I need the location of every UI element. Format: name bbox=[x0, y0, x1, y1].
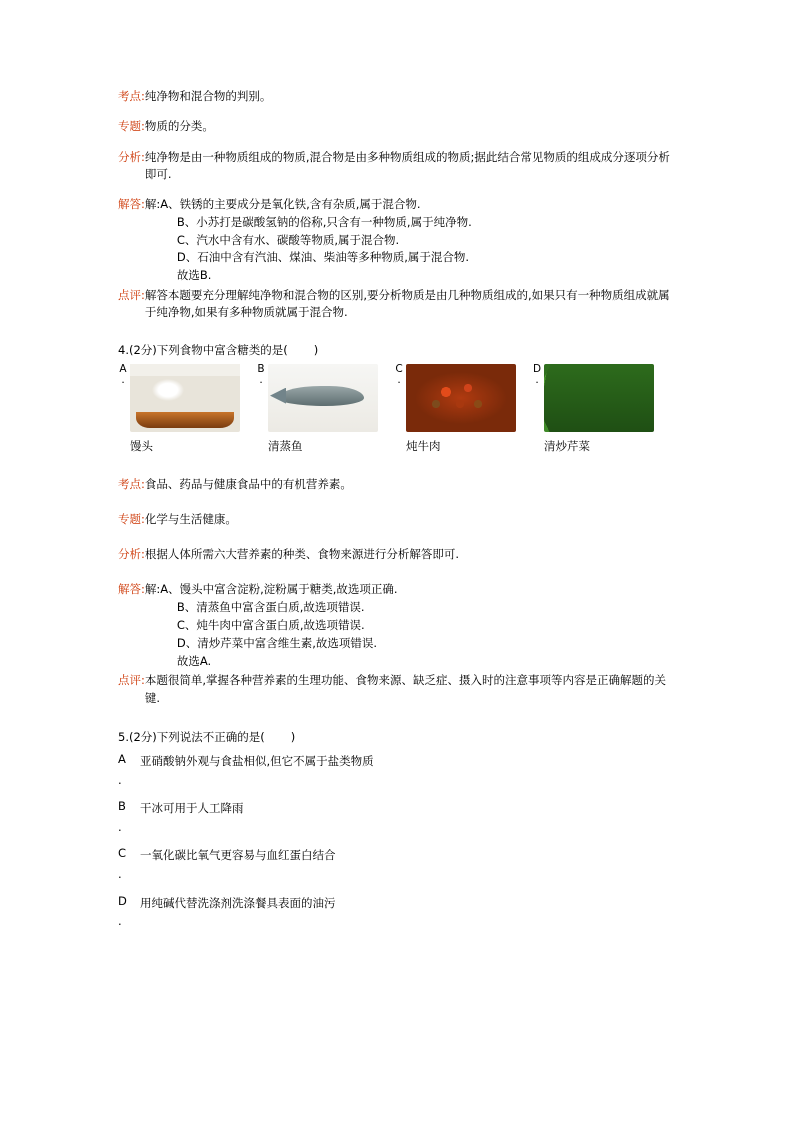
jieda-line: 解:A、铁锈的主要成分是氧化铁,含有杂质,属于混合物. bbox=[144, 197, 421, 211]
jieda-line: C、炖牛肉中富含蛋白质,故选项错误. bbox=[176, 617, 365, 632]
jieda-label: 解答: bbox=[118, 197, 145, 211]
option-text: 用纯碱代替洗涤剂洗涤餐具表面的油污 bbox=[140, 895, 336, 910]
q3-fenxi-row bbox=[118, 149, 674, 184]
option-text: 一氧化碳比氧气更容易与血红蛋白结合 bbox=[140, 848, 336, 863]
q4-number: 4. bbox=[118, 342, 129, 357]
jieda-line: 故选B. bbox=[176, 268, 212, 283]
q5-option-d[interactable] bbox=[118, 895, 674, 928]
choice-letter: A . bbox=[119, 362, 127, 386]
q3-jieda-row bbox=[118, 196, 674, 285]
q4-dianping-row bbox=[118, 672, 674, 707]
q3-kaodian-row bbox=[118, 88, 674, 105]
fenxi-text: 纯净物是由一种物质组成的物质,混合物是由多种物质组成的物质;据此结合常见物质的组成成分逐项分析即可. bbox=[144, 149, 670, 181]
jieda-line: C、汽水中含有水、碳酸等物质,属于混合物. bbox=[176, 232, 400, 247]
option-letter: C . bbox=[118, 846, 127, 882]
steamed-fish-photo bbox=[268, 364, 378, 432]
jieda-line: 故选A. bbox=[176, 653, 212, 668]
kaodian-text: 食品、药品与健康食品中的有机营养素。 bbox=[144, 476, 352, 491]
q4-stem-text: 下列食物中富含糖类的是( bbox=[156, 342, 288, 357]
q5-option-a[interactable] bbox=[118, 753, 674, 786]
choice-letter: B . bbox=[257, 362, 265, 386]
q4-stem bbox=[118, 342, 674, 358]
zhuanti-text: 化学与生活健康。 bbox=[144, 511, 237, 526]
option-letter: A . bbox=[118, 751, 126, 787]
option-text: 干冰可用于人工降雨 bbox=[140, 801, 244, 816]
steamed-bun-photo bbox=[130, 364, 240, 432]
choice-letter: D . bbox=[532, 362, 542, 386]
q4-fenxi-row bbox=[118, 546, 674, 563]
kaodian-label: 考点: bbox=[118, 89, 145, 103]
zhuanti-label: 专题: bbox=[118, 119, 145, 134]
jieda-line: B、小苏打是碳酸氢钠的俗称,只含有一种物质,属于纯净物. bbox=[176, 214, 472, 229]
stir-fried-celery-photo bbox=[544, 364, 654, 432]
q5-stem-text: 下列说法不正确的是( bbox=[156, 729, 265, 744]
zhuanti-label: 专题: bbox=[118, 511, 145, 526]
q5-stem-close: ) bbox=[290, 729, 296, 744]
choice-letter: C . bbox=[395, 362, 403, 386]
q4-choices bbox=[118, 364, 674, 454]
q4-choice-a[interactable] bbox=[118, 364, 254, 454]
q3-zhuanti-row bbox=[118, 118, 674, 135]
q4-zhuanti-row bbox=[118, 511, 674, 528]
choice-caption: 馒头 bbox=[130, 438, 153, 453]
q4-score: (2分) bbox=[128, 342, 157, 357]
jieda-line: D、石油中含有汽油、煤油、柴油等多种物质,属于混合物. bbox=[176, 250, 470, 265]
fenxi-label: 分析: bbox=[118, 149, 145, 164]
zhuanti-text: 物质的分类。 bbox=[144, 119, 214, 134]
q5-option-b[interactable] bbox=[118, 800, 674, 833]
q5-option-c[interactable] bbox=[118, 847, 674, 880]
jieda-line: 解:A、馒头中富含淀粉,淀粉属于糖类,故选项正确. bbox=[144, 582, 398, 597]
q5-score: (2分) bbox=[128, 729, 157, 744]
q4-choice-d[interactable] bbox=[532, 364, 668, 454]
q4-choice-b[interactable] bbox=[256, 364, 392, 454]
kaodian-text: 纯净物和混合物的判别。 bbox=[144, 89, 272, 103]
q5-number: 5. bbox=[118, 729, 129, 744]
dianping-label: 点评: bbox=[118, 288, 145, 303]
jieda-label: 解答: bbox=[118, 582, 145, 597]
dianping-label: 点评: bbox=[118, 673, 145, 688]
q3-dianping-row bbox=[118, 287, 674, 322]
option-text: 亚硝酸钠外观与食盐相似,但它不属于盐类物质 bbox=[140, 753, 374, 768]
jieda-line: D、清炒芹菜中富含维生素,故选项错误. bbox=[176, 635, 378, 650]
q4-choice-c[interactable] bbox=[394, 364, 530, 454]
q4-kaodian-row bbox=[118, 476, 674, 493]
choice-caption: 清炒芹菜 bbox=[544, 438, 590, 453]
choice-caption: 清蒸鱼 bbox=[268, 438, 303, 453]
braised-beef-photo bbox=[406, 364, 516, 432]
kaodian-label: 考点: bbox=[118, 476, 145, 491]
option-letter: D . bbox=[118, 893, 127, 929]
q5-stem bbox=[118, 729, 674, 745]
q4-jieda-row bbox=[118, 581, 674, 670]
fenxi-label: 分析: bbox=[118, 547, 145, 562]
q4-stem-close: ) bbox=[313, 342, 319, 357]
dianping-text: 解答本题要充分理解纯净物和混合物的区别,要分析物质是由几种物质组成的,如果只有一种物质组成就属于纯净物,如果有多种物质就属于混合物. bbox=[144, 288, 670, 320]
choice-caption: 炖牛肉 bbox=[406, 438, 441, 453]
fenxi-text: 根据人体所需六大营养素的种类、食物来源进行分析解答即可. bbox=[144, 547, 460, 562]
dianping-text: 本题很简单,掌握各种营养素的生理功能、食物来源、缺乏症、摄入时的注意事项等内容是正确解题的关键. bbox=[144, 673, 667, 705]
option-letter: B . bbox=[118, 799, 126, 834]
jieda-line: B、清蒸鱼中富含蛋白质,故选项错误. bbox=[176, 600, 365, 615]
